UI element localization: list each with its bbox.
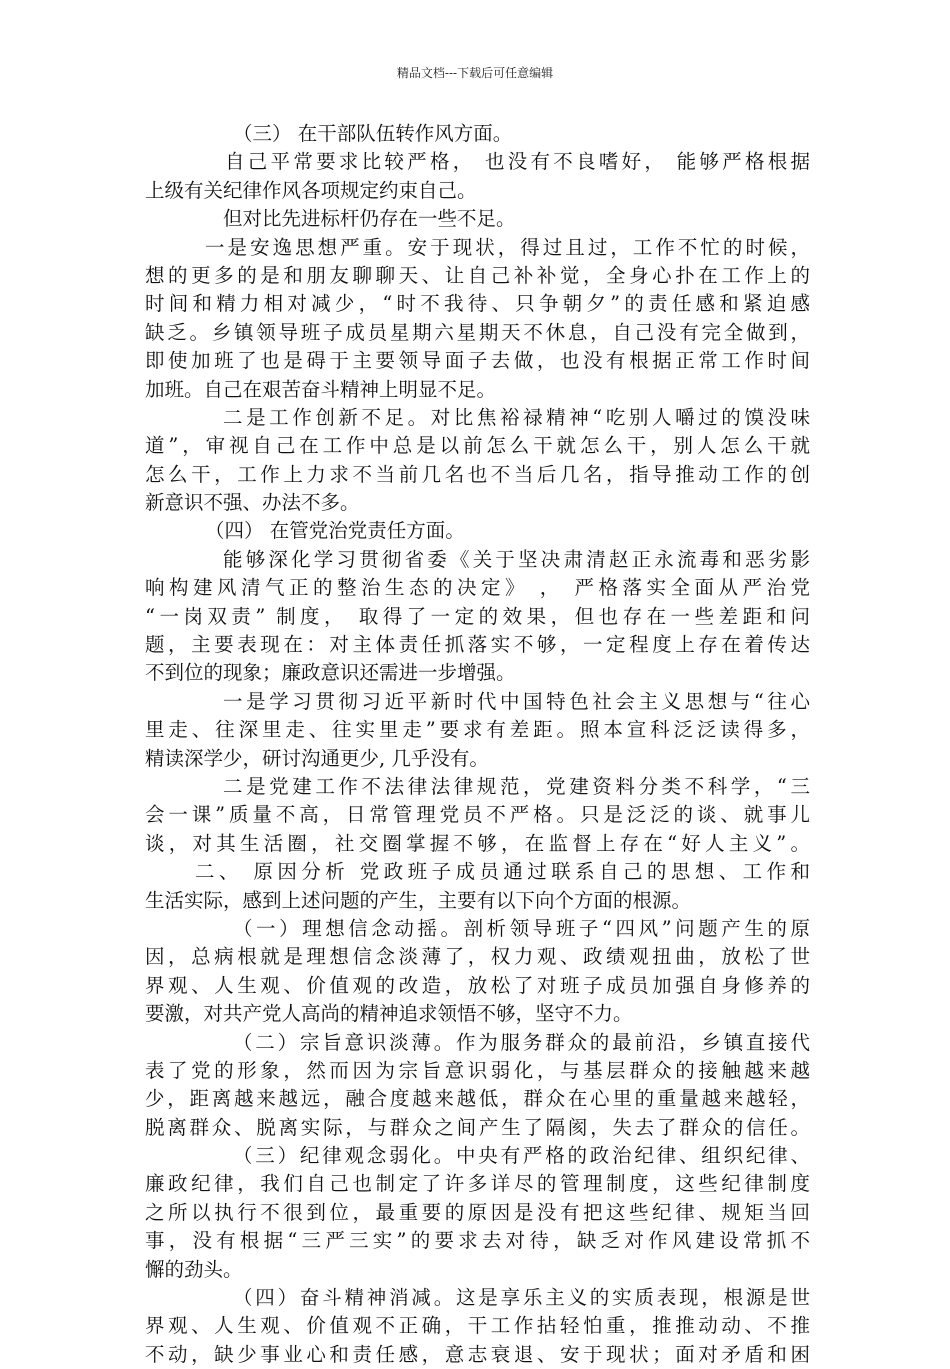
text-line: 想的更多的是和朋友聊聊天、让自己补补觉，全身心扑在工作上的 xyxy=(145,263,810,287)
text-line: 懈的劲头。 xyxy=(145,1257,243,1281)
text-line: 上级有关纪律作风各项规定约束自己。 xyxy=(145,178,477,202)
text-line: 加班。自己在艰苦奋斗精神上明显不足。 xyxy=(145,377,497,401)
text-line: 怎么干，工作上力求不当前几名也不当后几名，指导推动工作的创 xyxy=(145,462,810,486)
text-line: 精读深学少，研讨沟通更少, 几乎没有。 xyxy=(145,746,489,770)
text-line: （四）奋斗精神消减。这是享乐主义的实质表现，根源是世 xyxy=(233,1286,810,1310)
text-line: 能够深化学习贯彻省委《关于坚决肃清赵正永流毒和恶劣影 xyxy=(223,547,810,571)
text-line: 会一课”质量不高，日常管理党员不严格。只是泛泛的谈、就事儿 xyxy=(145,803,810,827)
text-line: 道”，审视自己在工作中总是以前怎么干就怎么干，别人怎么干就 xyxy=(145,434,810,458)
text-line: （一）理想信念动摇。剖析领导班子“四风”问题产生的原 xyxy=(233,916,810,940)
text-line: “一岗双责” 制度， 取得了一定的效果，但也存在一些差距和问 xyxy=(145,604,810,628)
text-line: 不动，缺少事业心和责任感，意志衰退、安于现状；面对矛盾和困 xyxy=(145,1342,810,1366)
text-line: 二、 原因分析 党政班子成员通过联系自己的思想、工作和 xyxy=(195,860,810,884)
document-body xyxy=(145,120,810,1369)
text-line: 自己平常要求比较严格， 也没有不良嗜好， 能够严格根据 xyxy=(225,150,810,174)
text-line: 脱离群众、脱离实际，与群众之间产生了隔阂，失去了群众的信任。 xyxy=(145,1115,810,1139)
text-line: 少，距离越来越远，融合度越来越低，群众在心里的重量越来越轻， xyxy=(145,1087,810,1111)
text-line: 界观、人生观、价值观不正确，干工作拈轻怕重，推推动动、不推 xyxy=(145,1314,810,1338)
text-line: 缺乏。乡镇领导班子成员星期六星期天不休息，自己没有完全做到， xyxy=(145,320,810,344)
text-line: （三） 在干部队伍转作风方面。 xyxy=(233,122,513,145)
text-line: 新意识不强、办法不多。 xyxy=(145,491,360,515)
text-line: 廉政纪律，我们自己也制定了许多详尽的管理制度，这些纪律制度 xyxy=(145,1172,810,1196)
text-line: 时间和精力相对减少，“时不我待、只争朝夕”的责任感和紧迫感 xyxy=(145,292,810,316)
text-line: （三）纪律观念弱化。中央有严格的政治纪律、组织纪律、 xyxy=(233,1144,810,1168)
text-line: 一是安逸思想严重。安于现状，得过且过，工作不忙的时候， xyxy=(205,235,810,259)
text-line: 表了党的形象，然而因为宗旨意识弱化，与基层群众的接触越来越 xyxy=(145,1058,810,1082)
text-line: （二）宗旨意识淡薄。作为服务群众的最前沿，乡镇直接代 xyxy=(233,1030,810,1054)
page-header: 精品文档---下载后可任意编辑 xyxy=(396,66,554,80)
text-line: 之所以执行不很到位，最重要的原因是没有把这些纪律、规矩当回 xyxy=(145,1200,810,1224)
text-line: 但对比先进标杆仍存在一些不足。 xyxy=(223,207,516,231)
text-line: 二是党建工作不法律法律规范，党建资料分类不科学，“三 xyxy=(223,774,810,798)
text-line: 即使加班了也是碍于主要领导面子去做，也没有根据正常工作时间 xyxy=(145,349,810,373)
text-line: 因，总病根就是理想信念淡薄了，权力观、政绩观扭曲，放松了世 xyxy=(145,945,810,969)
text-line: 里走、往深里走、往实里走”要求有差距。照本宣科泛泛读得多， xyxy=(145,718,810,742)
text-line: 谈，对其生活圈，社交圈掌握不够，在监督上存在“好人主义”。 xyxy=(145,831,810,855)
text-line: 一是学习贯彻习近平新时代中国特色社会主义思想与“往心 xyxy=(223,689,810,713)
text-line: 不到位的现象；廉政意识还需进一步增强。 xyxy=(145,661,516,685)
text-line: 二是工作创新不足。对比焦裕禄精神“吃别人嚼过的馍没味 xyxy=(223,405,810,429)
text-line: 生活实际，感到上述问题的产生，主要有以下向个方面的根源。 xyxy=(145,888,692,912)
text-line: 题，主要表现在：对主体责任抓落实不够，一定程度上存在着传达 xyxy=(145,633,810,657)
text-line: 要激，对共产党人高尚的精神追求领悟不够，坚守不力。 xyxy=(145,1002,633,1026)
text-line: 事，没有根据“三严三实”的要求去对待，缺乏对作风建设常抓不 xyxy=(145,1229,810,1253)
text-line: 界观、人生观、价值观的改造，放松了对班子成员加强自身修养的 xyxy=(145,973,810,997)
text-line: （四） 在管党治党责任方面。 xyxy=(205,519,465,543)
text-line: 响构建风清气正的整治生态的决定》 ， 严格落实全面从严治党 xyxy=(145,576,810,600)
